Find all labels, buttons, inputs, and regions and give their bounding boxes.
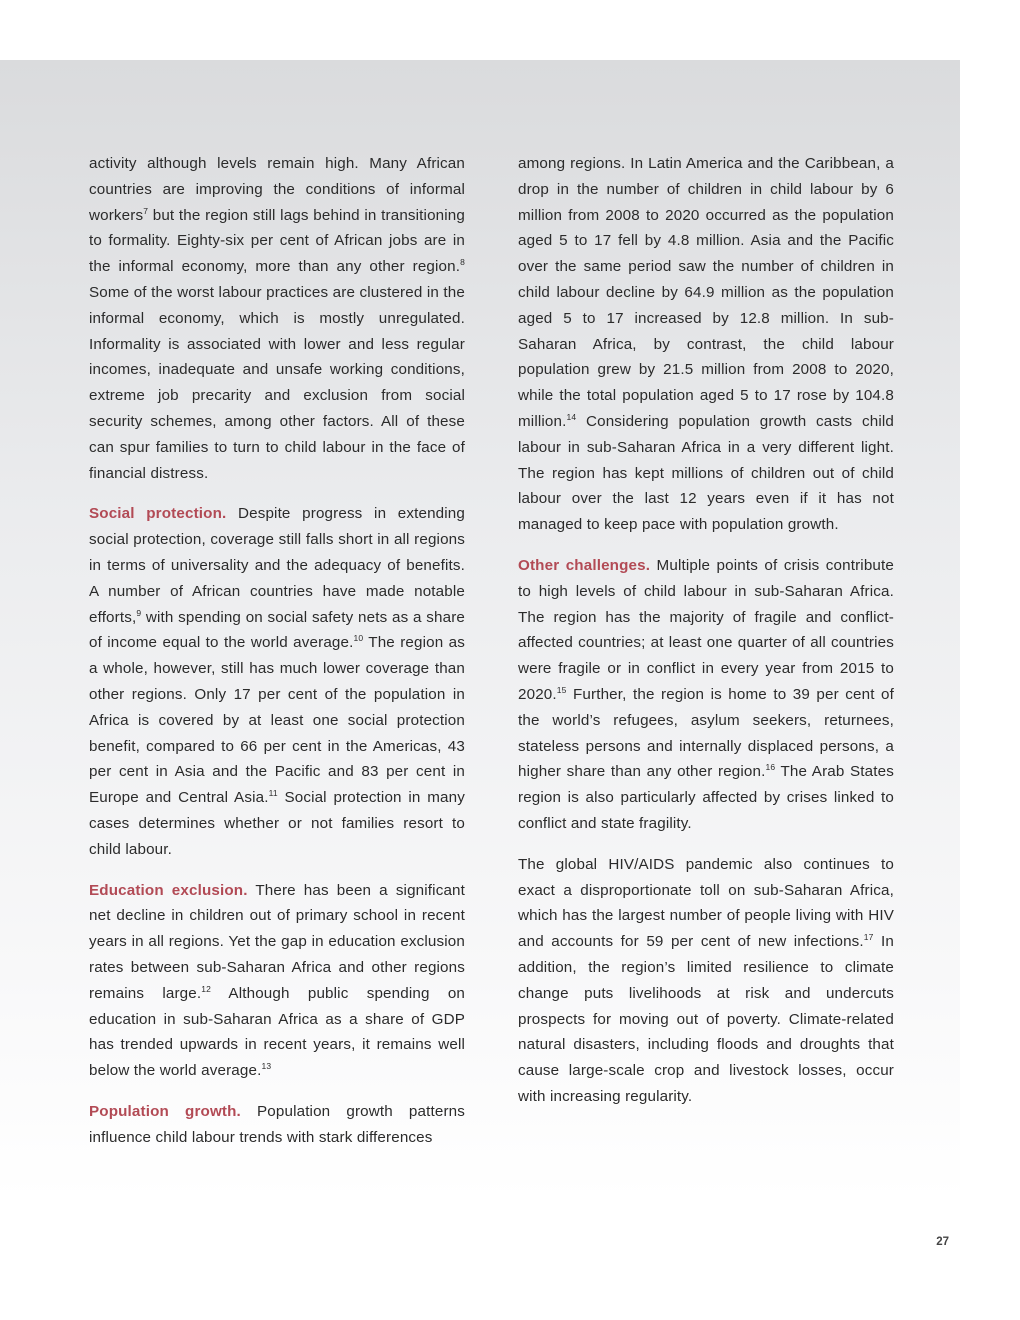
footnote-ref: 13 — [261, 1061, 272, 1072]
left-column — [89, 151, 465, 1165]
section-heading-population-growth: Population growth. — [89, 1102, 241, 1120]
paragraph-text: Further, the region is home to 39 per cent of the world’s refugees, asylum seekers, returnees, stateless persons and internally displaced persons, a higher share than any other region. — [518, 685, 894, 781]
right-column — [518, 151, 894, 1125]
section-heading-education-exclusion: Education exclusion. — [89, 881, 248, 899]
paragraph-text: The region as a whole, however, still has much lower coverage than other regions. Only 17 per cent of the population in Africa is covered by at least one social protection benefit, compared to 66 per cent in the Americas, 43 per cent in Asia and the Pacific and 83 per cent in Europe and Central Asia. — [89, 634, 465, 807]
footnote-ref: 8 — [460, 257, 465, 268]
footnote-ref: 7 — [143, 205, 149, 216]
footnote-ref: 9 — [136, 607, 142, 618]
paragraph-text: among regions. In Latin America and the Caribbean, a drop in the number of children in child labour by 6 million from 2008 to 2020 occurred as the population aged 5 to 17 fell by 4.8 million. Asia and the Pacific over the same period saw the number of children in child labour decline by 64.9 million as the population aged 5 to 17 increased by 12.8 million. In sub-Saharan Africa, by contrast, the child labour population grew by 21.5 million from 2008 to 2020, while the total population aged 5 to 17 rose by 104.8 million. — [518, 155, 894, 430]
paragraph-text: Despite progress in extending social protection, coverage still falls short in all regions in terms of universality and the adequacy of benefits. A number of African countries have made notable efforts, — [89, 505, 465, 626]
paragraph-text: Multiple points of crisis contribute to high levels of child labour in sub-Saharan Africa. The region has the majority of fragile and conflict-affected countries; at least one quarter of all countries were fragile or in conflict in every year from 2015 to 2020. — [518, 556, 894, 703]
footnote-ref: 11 — [268, 788, 278, 799]
footnote-ref: 15 — [556, 684, 567, 695]
paragraph-regional-trends — [518, 151, 894, 538]
footnote-ref: 17 — [863, 932, 874, 943]
paragraph-text: Some of the worst labour practices are clustered in the informal economy, which is mostly unregulated. Informality is associated with lower and less regular incomes, inadequate and unsafe working conditions, extreme job precarity and exclusion from social security schemes, among other factors. All of these can spur families to turn to child labour in the face of financial distress. — [89, 283, 465, 482]
paragraph-informality — [89, 151, 465, 486]
paragraph-text: Social protection in many cases determines whether or not families resort to child labour. — [89, 789, 465, 858]
paragraph-text: The Arab States region is also particularly affected by crises linked to conflict and state fragility. — [518, 763, 894, 832]
paragraph-hiv-climate — [518, 852, 894, 1110]
paragraph-text: Although public spending on education in sub-Saharan Africa as a share of GDP has trended upwards in recent years, it remains well below the world average. — [89, 984, 466, 1080]
footnote-ref: 14 — [566, 411, 577, 422]
paragraph-population-growth — [89, 1099, 465, 1151]
footnote-ref: 16 — [765, 762, 776, 773]
paragraph-text: activity although levels remain high. Many African countries are improving the conditions of informal workers — [89, 155, 465, 224]
paragraph-text: The global HIV/AIDS pandemic also continues to exact a disproportionate toll on sub-Saharan Africa, which has the largest number of people living with HIV and accounts for 59 per cent of new infections. — [518, 855, 894, 951]
footnote-ref: 12 — [201, 983, 211, 994]
section-heading-social-protection: Social protection. — [89, 505, 227, 523]
paragraph-text: There has been a significant net decline in children out of primary school in recent years in all regions. Yet the gap in education exclusion rates between sub-Saharan Africa and other regions remains large. — [89, 881, 466, 1002]
footnote-ref: 10 — [353, 633, 364, 644]
paragraph-text: In addition, the region’s limited resilience to climate change puts livelihoods at risk and undercuts prospects for moving out of poverty. Climate-related natural disasters, including floods and droughts that cause large-scale crop and livestock losses, occur with increasing regularity. — [518, 933, 894, 1105]
paragraph-text: Considering population growth casts child labour in sub-Saharan Africa in a very different light. The region has kept millions of children out of child labour over the last 12 years even if it has not managed to keep pace with population growth. — [518, 412, 894, 534]
section-heading-other-challenges: Other challenges. — [518, 556, 651, 574]
page-number: 27 — [936, 1236, 949, 1248]
paragraph-text: but the region still lags behind in transitioning to formality. Eighty-six per cent of African jobs are in the informal economy, more than any other region. — [89, 206, 465, 276]
paragraph-education-exclusion — [89, 878, 465, 1084]
paragraph-social-protection — [89, 501, 465, 862]
paragraph-text: Population growth patterns influence child labour trends with stark differences — [89, 1102, 465, 1146]
paragraph-other-challenges — [518, 553, 894, 837]
paragraph-text: with spending on social safety nets as a share of income equal to the world average. — [89, 608, 465, 652]
